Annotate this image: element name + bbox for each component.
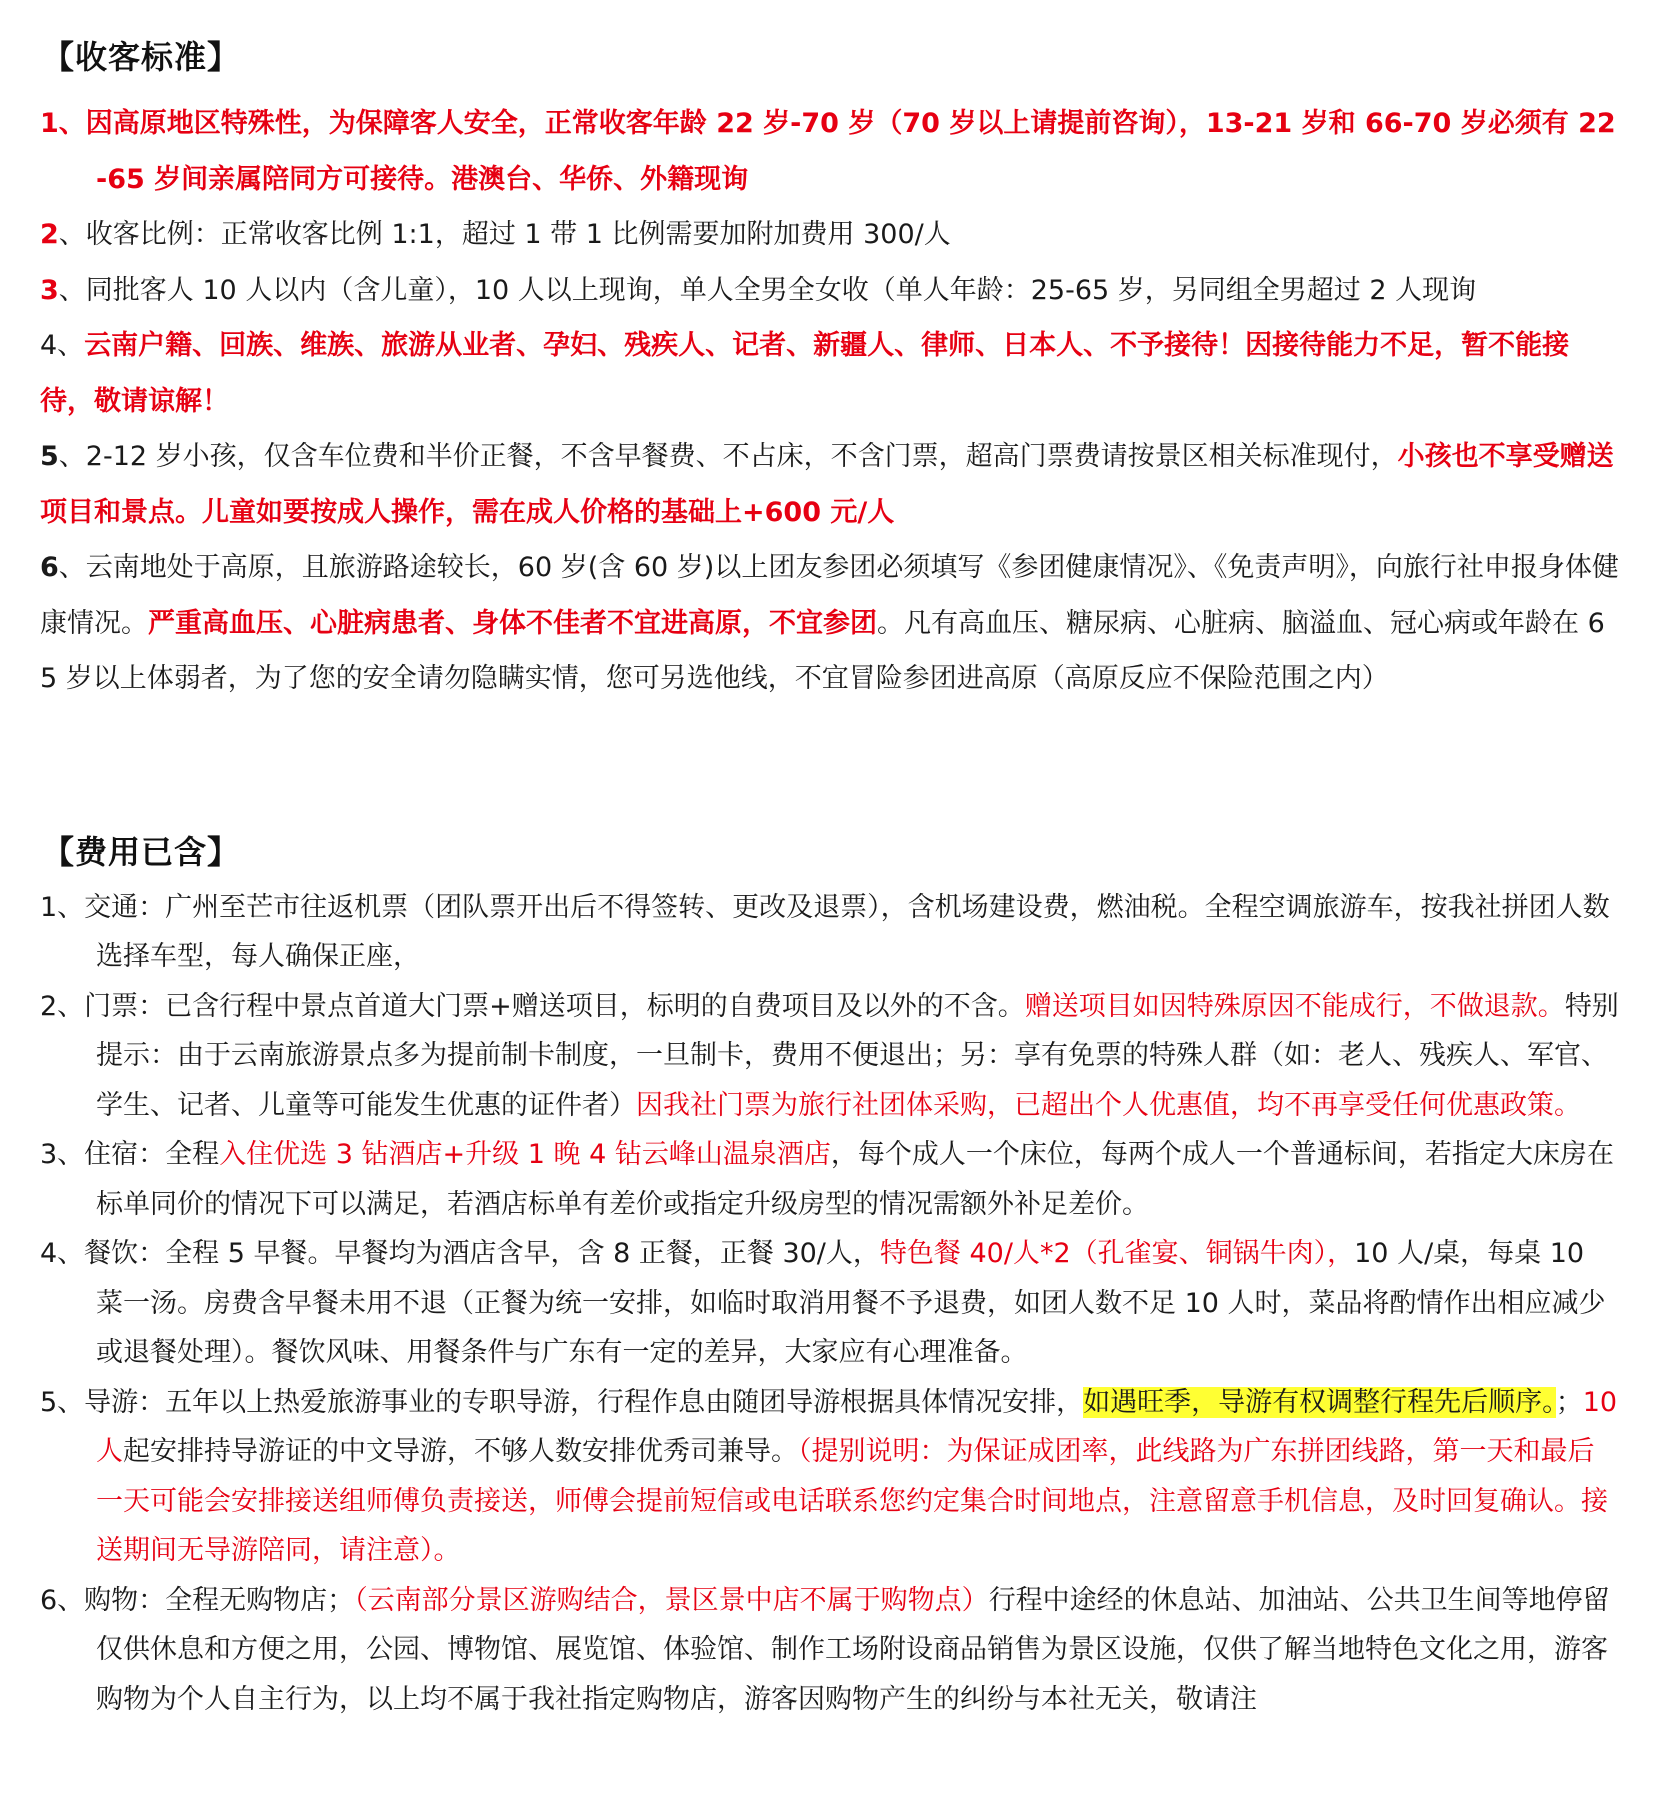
list-item (40, 982, 1619, 1131)
item-text-red: 入住优选 3 钻酒店+升级 1 晚 4 钻云峰山温泉酒店 (219, 1139, 831, 1170)
item-text: 3、住宿：全程 (40, 1139, 220, 1170)
item-text: 5、导游：五年以上热爱旅游事业的专职导游，行程作息由随团导游根据具体情况安排， (40, 1386, 1084, 1418)
item-text: 云南户籍、回族、维族、旅游从业者、孕妇、残疾人、记者、新疆人、律师、日本人、不予接待！因接待能力不足，暂不能接待，敬请谅解！ (40, 330, 1570, 417)
item-text-red: 小孩也不享受赠送项目和景点。儿童如要按成人操作，需在成人价格的基础上+600 元/人 (40, 441, 1614, 528)
item-text: 10 人/桌，每桌 10 菜一汤。房费含早餐未用不退（正餐为统一安排，如临时取消用餐不予退费，如团人数不足 10 人时，菜品将酌情作出相应减少或退餐处理）。餐饮风味、用餐条件与广东有一定的差异，大家应有心理准备。 (96, 1238, 1606, 1368)
list-item (40, 1229, 1619, 1378)
list-item (40, 207, 1619, 263)
item-text-red: 因我社门票为旅行社团体采购，已超出个人优惠值，均不再享受任何优惠政策。 (636, 1089, 1581, 1121)
item-text: 行程中途经的休息站、加油站、公共卫生间等地停留仅供休息和方便之用，公园、博物馆、展览馆、体验馆、制作工场附设商品销售为景区设施，仅供了解当地特色文化之用，游客购物为个人自主行为，以上均不属于我社指定购物店，游客因购物产生的纠纷与本社无关，敬请注 (96, 1584, 1610, 1715)
item-text: 、因高原地区特殊性，为保障客人安全，正常收客年龄 22 岁-70 岁（70 岁以上请提前咨询），13-21 岁和 66-70 岁必须有 22-65 岁间亲属陪同方可接待。港澳台、华侨、外籍现询 (58, 108, 1616, 195)
list-item (40, 1378, 1619, 1576)
item-text: 、收客比例：正常收客比例 1:1，超过 1 带 1 比例需要加附加费用 300/人 (58, 219, 951, 250)
item-text-red: 严重高血压、心脏病患者、身体不佳者不宜进高原，不宜参团 (148, 607, 877, 639)
section-title-booking-standards: 【收客标准】 (42, 38, 241, 76)
list-item (40, 883, 1619, 982)
item-text: 。凡有高血压、糖尿病、心脏病、脑溢血、冠心病或年龄在 65 岁以上体弱者，为了您的安全请勿隐瞒实情，您可另选他线，不宜冒险参团进高原（高原反应不保险范围之内） (40, 607, 1605, 694)
item-number: 5 (40, 441, 59, 472)
item-text: 6、购物：全程无购物店； (40, 1584, 355, 1616)
item-text: ； (1555, 1386, 1583, 1418)
item-number: 3 (40, 274, 59, 306)
item-text-highlighted: 如遇旺季，导游有权调整行程先后顺序。 (1083, 1386, 1556, 1418)
item-text: 2、门票：已含行程中景点首道大门票+赠送项目，标明的自费项目及以外的不含。 (40, 990, 1025, 1022)
list-item (40, 96, 1619, 207)
item-text: 1、交通：广州至芒市往返机票（团队票开出后不得签转、更改及退票），含机场建设费，燃油税。全程空调旅游车，按我社拼团人数选择车型，每人确保正座， (40, 891, 1610, 972)
fees-included-list (40, 883, 1619, 1725)
list-item (40, 1576, 1619, 1725)
item-number: 2 (40, 219, 59, 250)
list-item (40, 1130, 1619, 1229)
item-text: 、同批客人 10 人以内（含儿童），10 人以上现询，单人全男全女收（单人年龄：25-65 岁，另同组全男超过 2 人现询 (58, 274, 1477, 306)
item-text-red: 赠送项目如因特殊原因不能成行，不做退款。 (1024, 990, 1565, 1022)
item-text: 4、餐饮：全程 5 早餐。早餐均为酒店含早，含 8 正餐，正餐 30/人， (40, 1238, 880, 1269)
item-text-red: 特色餐 40/人*2（孔雀宴、铜锅牛肉）， (879, 1238, 1355, 1269)
list-item (40, 540, 1619, 707)
list-item (40, 318, 1619, 429)
item-text-red: （提别说明：为保证成团率，此线路为广东拼团线路，第一天和最后一天可能会安排接送组师傅负责接送，师傅会提前短信或电话联系您约定集合时间地点，注意留意手机信息，及时回复确认。接送期间无导游陪同，请注意）。 (96, 1436, 1608, 1566)
item-text: 、2-12 岁小孩，仅含车位费和半价正餐，不含早餐费、不占床，不含门票，超高门票费请按景区相关标准现付， (58, 441, 1398, 472)
booking-standards-list (40, 96, 1619, 707)
item-text: 特别提示：由于云南旅游景点多为提前制卡制度，一旦制卡，费用不便退出；另：享有免票的特殊人群（如：老人、残疾人、军官、学生、记者、儿童等可能发生优惠的证件者） (96, 990, 1619, 1121)
list-item (40, 263, 1619, 319)
item-number: 1 (40, 108, 59, 139)
item-text-red: 10 人 (96, 1386, 1618, 1467)
item-number: 6 (40, 552, 59, 583)
item-text-red: （云南部分景区游购结合，景区景中店不属于购物点） (354, 1584, 989, 1616)
item-text: ，每个成人一个床位，每两个成人一个普通标间，若指定大床房在标单同价的情况下可以满足，若酒店标单有差价或指定升级房型的情况需额外补足差价。 (96, 1139, 1614, 1220)
list-item (40, 429, 1619, 540)
item-text: 、云南地处于高原，且旅游路途较长，60 岁(含 60 岁)以上团友参团必须填写《参团健康情况》、《免责声明》，向旅行社申报身体健康情况。 (40, 552, 1619, 639)
item-text: 起安排持导游证的中文导游，不够人数安排优秀司兼导。 (123, 1436, 798, 1467)
item-number: 4、 (40, 330, 85, 361)
section-title-fees-included: 【费用已含】 (42, 832, 241, 871)
